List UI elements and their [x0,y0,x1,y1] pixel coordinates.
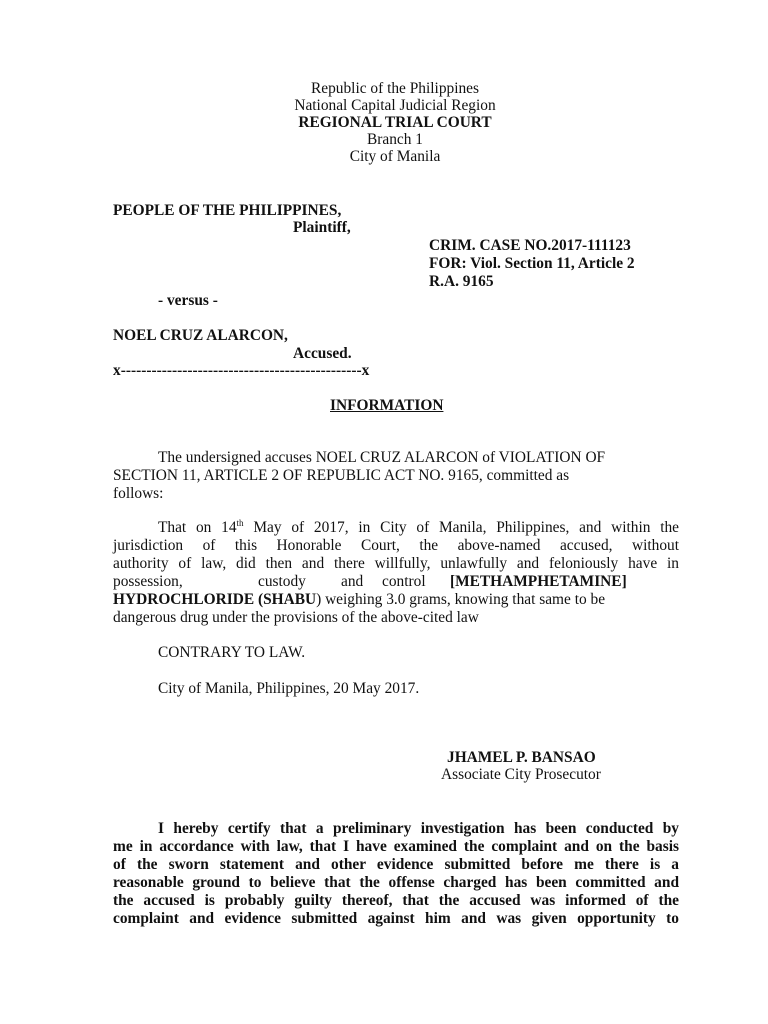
case-ra: R.A. 9165 [429,273,494,290]
para2-drug-name-cont: HYDROCHLORIDE (SHABU [113,591,317,608]
para2-ordinal-suffix: th [236,518,244,528]
para2-line2: jurisdiction of this Honorable Court, the above-named accused, without [113,537,679,554]
para1-line3: follows: [113,485,164,502]
para2-line5 [113,591,605,609]
header-region: National Capital Judicial Region [294,97,496,114]
versus-label: - versus - [158,292,218,309]
document-title: INFORMATION [330,397,444,414]
cert-line3: of the sworn statement and other evidence submitted before me there is a [113,856,679,873]
header-branch: Branch 1 [367,131,423,148]
cert-line5: the accused is probably guilty thereof, that the accused was informed of the [113,892,679,909]
para2-line1-post: May of 2017, in City of Manila, Philippines, and within the [243,519,679,536]
header-city: City of Manila [349,148,441,165]
cert-line2: me in accordance with law, that I have examined the complaint and on the basis [113,838,679,855]
case-number: CRIM. CASE NO.2017-111123 [429,237,631,254]
header-republic: Republic of the Philippines [311,80,479,97]
caption-divider: x-----------------------------------------------x [113,362,370,379]
para2-line5-rest: ) weighing 3.0 grams, knowing that same to be [316,591,606,608]
plaintiff-name: PEOPLE OF THE PHILIPPINES, [113,202,342,219]
signatory-title: Associate City Prosecutor [441,766,601,783]
signatory-name: JHAMEL P. BANSAO [447,749,596,766]
para2-line4-b: custody [258,573,306,590]
para2-line1-pre: That on 14 [158,519,237,536]
place-and-date: City of Manila, Philippines, 20 May 2017. [158,680,420,697]
contrary-to-law: CONTRARY TO LAW. [158,644,306,661]
accused-name: NOEL CRUZ ALARCON, [113,327,288,344]
para2-line4-a: possession, [113,573,183,590]
para2-line3: authority of law, did then and there willfully, unlawfully and feloniously have in [113,555,679,572]
cert-line6: complaint and evidence submitted against him and was given opportunity to [113,910,679,927]
cert-line4: reasonable ground to believe that the offense charged has been committed and [113,874,679,891]
case-for: FOR: Viol. Section 11, Article 2 [429,255,635,272]
para2-line4-d: control [382,573,426,590]
plaintiff-role: Plaintiff, [293,219,351,236]
para2-line6: dangerous drug under the provisions of the above-cited law [113,609,479,626]
cert-line1: I hereby certify that a preliminary investigation has been conducted by [158,820,679,837]
para1-line2: SECTION 11, ARTICLE 2 OF REPUBLIC ACT NO. 9165, committed as [113,467,570,484]
para2-drug-name: [METHAMPHETAMINE] [450,573,627,590]
para2-line4-c: and [341,573,364,590]
para1-line1: The undersigned accuses NOEL CRUZ ALARCON of VIOLATION OF [158,449,606,466]
header-court: REGIONAL TRIAL COURT [298,114,492,131]
para2-line1 [158,519,679,537]
accused-role: Accused. [293,345,352,362]
